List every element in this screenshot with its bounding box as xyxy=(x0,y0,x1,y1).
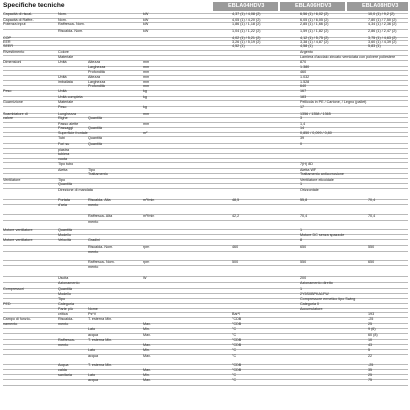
spec-section: Potenza input xyxy=(3,21,26,26)
spec-subitem: Trattamento xyxy=(88,172,108,177)
spec-value-3: 10,0 (1) / 9,2 (2) xyxy=(368,12,395,17)
spec-item: Riscalda- xyxy=(58,317,74,321)
spec-value-2: 55,8 xyxy=(300,198,308,203)
spec-value-2: 2,85 (1) / 1,66 (2) xyxy=(300,21,329,26)
spec-unit: kg xyxy=(143,89,147,94)
spec-value-3: 193 xyxy=(368,311,375,316)
spec-subitem: Profondità xyxy=(88,70,105,74)
spec-unit: mm xyxy=(143,70,150,74)
spec-unit: kg xyxy=(143,105,147,110)
spec-item: Tipo xyxy=(58,177,66,182)
spec-value-2: Orizzontale xyxy=(300,187,319,192)
spec-item: Nom. xyxy=(58,17,67,22)
spec-item: sanitaria xyxy=(58,373,72,378)
spec-value-2: 3 xyxy=(300,116,303,121)
spec-item: Raffresca- xyxy=(58,338,75,343)
spec-item: Modello xyxy=(58,233,71,238)
spec-value-1: °C xyxy=(232,378,237,383)
spec-value-2: 3,38 (1) / 4,87 (2) xyxy=(300,39,329,44)
spec-item: Parte più xyxy=(58,307,73,312)
spec-unit: mm xyxy=(143,74,150,79)
spec-item: Raffresca- Nom. xyxy=(58,21,85,26)
spec-section: Compressori xyxy=(3,287,24,292)
spec-item: Passaggi xyxy=(58,126,74,131)
spec-value-2: Azionamento diretto xyxy=(300,281,333,286)
table-bottom-rule xyxy=(3,385,408,386)
spec-value-2: Trattamento anticorrosione xyxy=(300,172,344,177)
spec-value-2: 1,59 (1) / 1,82 (2) xyxy=(300,29,329,33)
spec-item: Tubi xyxy=(58,135,66,140)
spec-value-3: 35 xyxy=(368,368,373,373)
row-divider xyxy=(3,251,408,252)
spec-value-2: 39 xyxy=(300,135,305,140)
spec-subitem: Larghezza xyxy=(88,79,106,84)
spec-value-3: 75 xyxy=(368,378,373,383)
spec-item: Riscalda- Nom. xyxy=(58,29,84,33)
spec-subitem: Lato xyxy=(88,327,96,332)
spec-unit: m² xyxy=(143,131,148,136)
spec-value-2: 1 xyxy=(300,287,303,292)
spec-unit: Max. xyxy=(143,353,151,358)
spec-item: Quantità xyxy=(58,182,72,187)
spec-value-2: 167 xyxy=(300,89,307,94)
spec-value-1: °CDB xyxy=(232,363,242,368)
spec-item: Unità xyxy=(58,89,67,94)
spec-item: Unità xyxy=(58,59,67,64)
spec-value-1: 3,26 (1) / 5,19 (2) xyxy=(232,39,261,44)
spec-value-3: 70,4 xyxy=(368,213,376,218)
spec-value-3: 650 xyxy=(368,259,375,264)
spec-subitem: Quantità xyxy=(88,116,102,121)
spec-item: tubiera xyxy=(58,152,70,157)
spec-item: Nom. xyxy=(58,12,67,17)
spec-value-1: 48,5 xyxy=(232,198,240,203)
spec-item: vuota xyxy=(58,157,68,162)
spec-unit: Max. xyxy=(143,343,151,348)
page-title: Specifiche tecniche xyxy=(3,2,65,9)
spec-value-1: 42,2 xyxy=(232,213,240,218)
spec-item: Velocità xyxy=(58,238,71,243)
spec-item: Lunghezza xyxy=(58,112,77,117)
spec-item: Superficie frontale xyxy=(58,131,88,136)
row-divider xyxy=(3,70,408,71)
row-divider xyxy=(3,66,408,67)
spec-subitem: T. esterna Min. xyxy=(88,317,113,321)
spec-subitem: Ps*V xyxy=(88,311,97,316)
spec-value-3: -25 xyxy=(368,363,374,368)
spec-item: d'aria xyxy=(58,203,67,208)
spec-value-1: °C xyxy=(232,373,237,378)
spec-item: Materiale xyxy=(58,54,74,59)
spec-value-3: 43 xyxy=(368,343,373,348)
spec-unit: Max. xyxy=(143,333,151,337)
spec-value-3: 3,60 (1) / 4,39 (2) xyxy=(368,39,397,44)
spec-value-2: 4,12 (1) / 5,75 (2) xyxy=(300,36,329,41)
spec-value-2: 1 xyxy=(300,182,303,187)
spec-item: Fori su xyxy=(58,142,70,147)
spec-value-2: 1356 / 1358 / 1365 xyxy=(300,112,331,117)
spec-item: imballata xyxy=(58,79,73,84)
spec-section: namento xyxy=(3,322,18,327)
spec-item: Unità xyxy=(58,74,67,79)
row-divider xyxy=(3,173,408,174)
spec-subitem: Larghezza xyxy=(88,65,106,70)
spec-value-1: 4,52 (1) xyxy=(232,44,245,49)
spec-value-3: 3,75 (1) / 4,63 (2) xyxy=(368,36,397,41)
spec-value-3: 5 xyxy=(368,348,371,353)
spec-unit: W xyxy=(143,276,147,280)
spec-value-2: 1,4 xyxy=(300,121,306,126)
spec-item: Passo alette xyxy=(58,121,79,126)
spec-item: Categoria xyxy=(58,302,74,307)
spec-value-3: 2,86 (1) / 2,47 (2) xyxy=(368,29,397,33)
spec-value-2: 0,850 / 0,099 / 0,80 xyxy=(300,131,332,136)
row-divider xyxy=(3,328,408,329)
row-divider xyxy=(3,379,408,380)
spec-value-2: 1.032 xyxy=(300,74,310,79)
spec-subitem: mento xyxy=(88,250,99,255)
spec-value-1: °C xyxy=(232,333,237,337)
spec-unit: mm xyxy=(143,59,150,64)
model-name-3: EBLA08HDV3 xyxy=(362,3,399,9)
spec-value-1: 1,04 (1) / 1,22 (2) xyxy=(232,29,261,33)
spec-item: mento xyxy=(58,343,69,348)
spec-subitem: Nome xyxy=(88,307,98,312)
spec-unit: Min. xyxy=(143,348,150,353)
spec-item: Tipo xyxy=(58,297,66,302)
spec-section: Rivestimento xyxy=(3,50,25,54)
spec-subitem: Quantità xyxy=(88,142,102,147)
spec-value-3: 10 xyxy=(368,338,373,343)
spec-value-3: 60 (8) xyxy=(368,333,378,337)
spec-value-3: 5,83 (1) xyxy=(368,44,381,49)
spec-subitem: T. esterna Min. xyxy=(88,363,113,368)
spec-value-2: 70,4 xyxy=(300,213,308,218)
spec-item: Uscita xyxy=(58,276,69,280)
spec-value-2: Aletta WF xyxy=(300,167,317,172)
spec-item: Portata xyxy=(58,198,70,203)
row-divider xyxy=(3,220,408,221)
spec-value-2: Accumulatore xyxy=(300,307,323,312)
spec-value-1: 500 xyxy=(232,259,239,264)
spec-section: COP xyxy=(3,36,11,41)
spec-value-2: Pellicola in PE / Cartone, / Legno (pallet) xyxy=(300,100,367,104)
spec-unit: kg xyxy=(143,95,147,100)
spec-unit: Min. xyxy=(143,373,150,378)
spec-unit: kW xyxy=(143,21,149,26)
spec-value-1: 4,02 (1) / 5,21 (2) xyxy=(232,36,261,41)
spec-value-2: Argento xyxy=(300,50,313,54)
spec-value-1: 1,86 (1) / 1,18 (2) xyxy=(232,21,261,26)
spec-unit: Max. xyxy=(143,368,151,373)
spec-value-3: 25 xyxy=(368,373,373,378)
spec-value-2: 4,58 (1) xyxy=(300,44,313,49)
spec-unit: rpm xyxy=(143,244,150,249)
spec-item: Quantità xyxy=(58,287,72,292)
spec-subitem: T. esterna Min. xyxy=(88,338,113,343)
spec-section: calore xyxy=(3,116,14,121)
spec-value-1: °CDB xyxy=(232,368,242,373)
spec-unit: rpm xyxy=(143,259,150,264)
spec-section: Motore ventilatore xyxy=(3,238,33,243)
spec-value-2: 650 xyxy=(300,244,307,249)
model-name-1: EBLA04HDV3 xyxy=(228,3,265,9)
spec-subitem: Lato xyxy=(88,348,96,353)
spec-unit: Max. xyxy=(143,378,151,383)
spec-item: Colore xyxy=(58,50,69,54)
spec-value-1: °C xyxy=(232,353,237,358)
spec-item: Azionamento xyxy=(58,281,80,286)
spec-item: critica xyxy=(58,311,68,316)
spec-value-3: 7,80 (1) / 7,50 (2) xyxy=(368,17,397,22)
spec-value-2: 1.380 xyxy=(300,65,310,70)
spec-value-3: 4,34 (1) / 2,36 (2) xyxy=(368,21,397,26)
spec-value-1: °CDB xyxy=(232,343,242,348)
spec-section: SEER xyxy=(3,44,14,49)
spec-value-2: Lamiera d'acciaio zincato verniciata con polvere poliestere xyxy=(300,54,396,59)
spec-item: Tipo tubo xyxy=(58,162,74,166)
spec-value-1: °C xyxy=(232,327,237,332)
spec-unit: mm xyxy=(143,65,150,70)
spec-item: Modello xyxy=(58,292,71,297)
model-name-2: EBLA06HDV3 xyxy=(295,3,332,9)
spec-value-3: 9 (6) xyxy=(368,327,376,332)
spec-value-3: 22 xyxy=(368,353,373,358)
spec-value-2: 2Y5S0BPKA1FW xyxy=(300,292,329,297)
spec-item: mento xyxy=(58,322,69,327)
spec-subitem: acqua xyxy=(88,378,99,383)
row-divider xyxy=(3,354,408,355)
spec-value-2: 6,56 (1) / 6,02 (2) xyxy=(300,12,329,17)
spec-subitem: Riscalda- Nom. xyxy=(88,244,114,249)
row-divider xyxy=(3,260,408,261)
spec-subitem: Altezza xyxy=(88,59,101,64)
spec-value-2: 870 xyxy=(300,59,307,64)
spec-subitem: mento xyxy=(88,264,99,269)
spec-value-2: 0 xyxy=(300,142,303,147)
spec-subitem: Lato xyxy=(88,373,96,378)
spec-subitem: Raffresca- Nom. xyxy=(88,259,115,264)
spec-item: Peso xyxy=(58,105,67,110)
spec-value-2: 1 xyxy=(300,228,303,233)
spec-subitem: acqua xyxy=(88,333,99,337)
spec-section: Motore ventilatore xyxy=(3,228,33,233)
row-divider xyxy=(3,349,408,350)
spec-unit: m³/min xyxy=(143,213,155,218)
spec-unit: kW xyxy=(143,12,149,17)
spec-value-1: °C xyxy=(232,348,237,353)
spec-item: Acqua xyxy=(58,363,69,368)
spec-item: calda xyxy=(58,368,67,373)
spec-value-3: -25 xyxy=(368,317,374,321)
spec-item: Materiale xyxy=(58,100,74,104)
spec-value-2: Categoria II xyxy=(300,302,320,307)
spec-unit: mm xyxy=(143,79,150,84)
row-divider xyxy=(3,85,408,86)
spec-value-1: 460 xyxy=(232,244,239,249)
spec-subitem: acqua xyxy=(88,353,99,358)
spec-section: Scambiatore di xyxy=(3,112,28,117)
spec-unit: kW xyxy=(143,17,149,22)
spec-subitem: Gradini xyxy=(88,238,100,243)
spec-section: PED xyxy=(3,302,11,307)
spec-value-3: 70,4 xyxy=(368,198,376,203)
spec-value-2: 200 xyxy=(300,276,307,280)
spec-section: Campo di funzio- xyxy=(3,317,31,321)
spec-value-2: Motore DC senza spazzole xyxy=(300,233,345,238)
spec-value-2: 550 xyxy=(300,259,307,264)
spec-unit: Max. xyxy=(143,322,151,327)
row-divider xyxy=(3,265,408,266)
row-divider xyxy=(3,45,408,46)
spec-value-2: 14 xyxy=(300,126,305,131)
spec-section: Guarnizione xyxy=(3,100,23,104)
spec-value-1: 4,37 (1) / 4,08 (2) xyxy=(232,12,261,17)
spec-section: Capacità di Raffre- xyxy=(3,17,34,22)
row-divider xyxy=(3,214,408,215)
spec-value-2: 460 xyxy=(300,70,307,74)
row-divider xyxy=(3,245,408,246)
spec-value-2: 17 xyxy=(300,105,305,110)
spec-subitem: mento xyxy=(88,219,99,224)
spec-subitem: Altezza xyxy=(88,74,101,79)
spec-subitem: Riscalda- Alta xyxy=(88,198,111,203)
spec-value-2: 183 xyxy=(300,95,307,100)
spec-value-1: °CDB xyxy=(232,317,242,321)
spec-subitem: Tipo xyxy=(88,167,96,172)
spec-item: Righe xyxy=(58,116,68,121)
spec-value-2: 8 xyxy=(300,238,303,243)
spec-unit: mm xyxy=(143,112,150,117)
spec-value-3: 550 xyxy=(368,244,375,249)
spec-value-3: 25 xyxy=(368,322,373,327)
spec-value-2: 1.528 xyxy=(300,79,310,84)
spec-item: piastra xyxy=(58,147,70,152)
spec-unit: m³/min xyxy=(143,198,155,203)
spec-section: Capacità di riscal- xyxy=(3,12,33,17)
spec-item: Unità completa xyxy=(58,95,83,100)
spec-item: Quantità xyxy=(58,228,72,233)
spec-value-2: 640 xyxy=(300,84,307,89)
spec-subitem: Quantità xyxy=(88,135,102,140)
spec-value-2: 7(H) 8D xyxy=(300,162,313,166)
spec-subitem: mento xyxy=(88,203,99,208)
spec-section: Peso xyxy=(3,89,12,94)
spec-value-2: Ventilatore elicoidale xyxy=(300,177,334,182)
spec-value-1: °CDB xyxy=(232,322,242,327)
spec-subitem: Profondità xyxy=(88,84,105,89)
spec-value-2: 6,05 (1) / 6,05 (2) xyxy=(300,17,329,22)
spec-value-1: 4,05 (1) / 4,20 (2) xyxy=(232,17,261,22)
spec-value-1: Bar*l xyxy=(232,311,240,316)
row-divider xyxy=(3,333,408,334)
row-divider xyxy=(3,37,408,38)
spec-unit: mm xyxy=(143,121,150,126)
spec-value-2: Compressore ermetico tipo Swing xyxy=(300,297,356,302)
spec-section: Dimensioni xyxy=(3,59,22,64)
spec-section: EER xyxy=(3,39,11,44)
spec-item: Direzione di mandata xyxy=(58,187,93,192)
spec-section: Ventilatore xyxy=(3,177,21,182)
row-divider xyxy=(3,40,408,41)
spec-unit: Min. xyxy=(143,327,150,332)
spec-value-1: °CDB xyxy=(232,338,242,343)
spec-subitem: Raffresca- Alta xyxy=(88,213,113,218)
spec-unit: kW xyxy=(143,29,149,33)
spec-subitem: Quantità xyxy=(88,126,102,131)
spec-item: Aletta xyxy=(58,167,68,172)
spec-unit: mm xyxy=(143,84,150,89)
